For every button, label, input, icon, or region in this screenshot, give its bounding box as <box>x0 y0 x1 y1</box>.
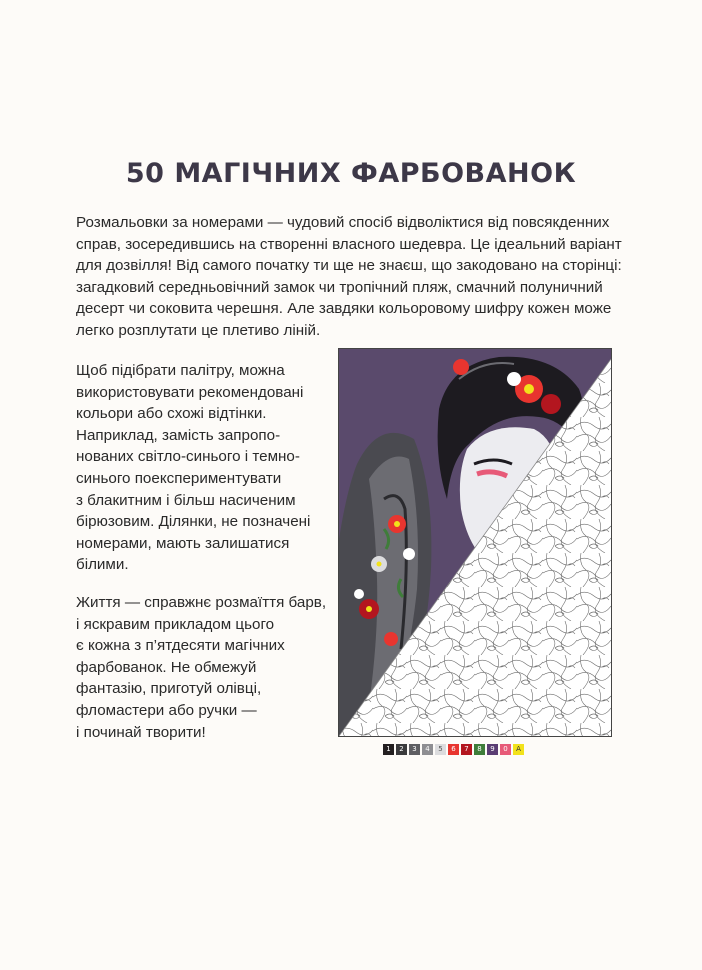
text-line: фарбованок. Не обмежуй <box>76 658 257 676</box>
text-line: фломастери або ручки — <box>76 701 257 719</box>
intro-line: для дозвілля! Від самого початку ти ще не знаєш, що закодовано на сторінці: <box>76 257 622 275</box>
text-line: і яскравим прикладом цього <box>76 615 275 633</box>
intro-line: десерт чи соковита черешня. Але завдяки кольоровому шифру кожен може <box>76 300 612 318</box>
intro-line: справ, зосередившись на створенні власного шедевра. Це ідеальний варіант <box>76 235 622 253</box>
text-line: фантазію, приготуй олівці, <box>76 680 262 698</box>
closing-paragraph <box>76 592 336 743</box>
color-swatch: 8 <box>474 744 485 755</box>
text-line: синього поекспериментувати <box>76 469 282 487</box>
text-line: бірюзовим. Ділянки, не позначені <box>76 513 311 531</box>
text-line: і починай творити! <box>76 723 206 741</box>
color-swatch: 4 <box>422 744 433 755</box>
intro-line: загадковий середньовічний замок чи тропічний пляж, смачний полуничний <box>76 278 603 296</box>
color-swatch: 0 <box>500 744 511 755</box>
text-line: кольори або схожі відтінки. <box>76 405 267 423</box>
text-line: є кожна з п’ятдесяти магічних <box>76 637 285 655</box>
color-swatch: 7 <box>461 744 472 755</box>
text-line: номерами, мають залишатися <box>76 534 290 552</box>
text-line: білими. <box>76 556 129 574</box>
text-line: з блакитним і більш насиченим <box>76 491 296 509</box>
color-swatch: 5 <box>435 744 446 755</box>
color-swatch: 3 <box>409 744 420 755</box>
page-title: 50 МАГІЧНИХ ФАРБОВАНОК <box>125 158 577 189</box>
intro-paragraph <box>76 212 636 342</box>
text-line: використовувати рекомендовані <box>76 383 304 401</box>
color-swatch: 6 <box>448 744 459 755</box>
color-swatch: 1 <box>383 744 394 755</box>
palette-paragraph <box>76 360 336 576</box>
text-line: нованих світло-синього і темно- <box>76 448 300 466</box>
text-line: Життя — справжнє розмаїття барв, <box>76 594 327 611</box>
geisha-illustration <box>339 349 611 736</box>
intro-line: легко розплутати це плетиво ліній. <box>76 321 321 339</box>
color-key-palette <box>383 744 524 756</box>
color-swatch: 2 <box>396 744 407 755</box>
color-swatch: 9 <box>487 744 498 755</box>
intro-line: Розмальовки за номерами — чудовий спосіб відволіктися від повсякденних <box>76 214 610 231</box>
text-line: Щоб підібрати палітру, можна <box>76 362 285 379</box>
text-line: Наприклад, замість запропо- <box>76 426 281 444</box>
color-swatch: A <box>513 744 524 755</box>
